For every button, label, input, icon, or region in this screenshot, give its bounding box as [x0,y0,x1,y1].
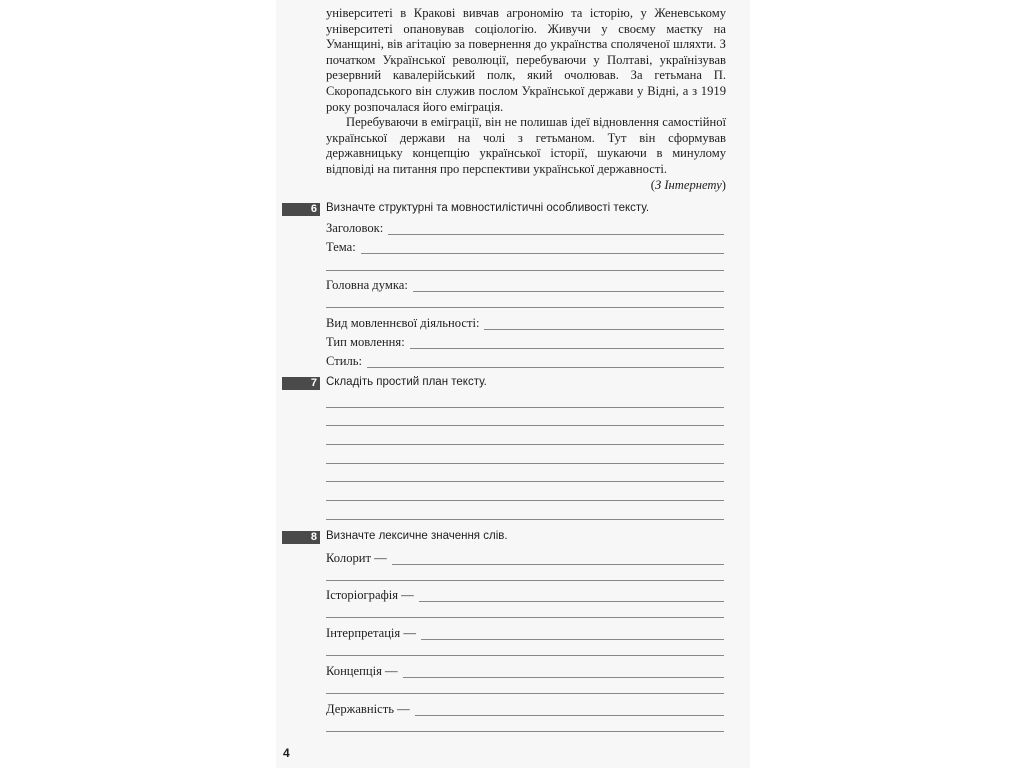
field-speech-type-label: Тип мовлення: [326,335,410,349]
task-8-header [282,531,732,545]
plan-line[interactable] [326,463,724,464]
term-interpretation-label: Інтерпретація — [326,626,421,640]
answer-line[interactable] [326,693,724,694]
term-colorit-label: Колорит — [326,551,392,565]
field-speech-activity-label: Вид мовленнєвої діяльності: [326,316,484,330]
task-6-prompt: Визначте структурні та мовностилістичні особливості тексту. [326,202,650,214]
passage-source: (З Інтернету) [650,177,726,192]
task-7-prompt: Складіть простий план тексту. [326,376,487,388]
task-6-header [282,203,732,217]
field-speech-activity[interactable] [326,316,724,330]
term-concept[interactable] [326,664,724,678]
task-7-number: 7 [282,377,320,390]
task-8-number: 8 [282,531,320,544]
field-topic[interactable] [326,240,724,254]
task-7-header [282,377,732,391]
passage [326,6,726,193]
plan-line[interactable] [326,519,724,520]
field-heading-label: Заголовок: [326,221,388,235]
plan-line[interactable] [326,481,724,482]
answer-line[interactable] [326,270,724,271]
plan-line[interactable] [326,425,724,426]
field-main-idea-label: Головна думка: [326,278,413,292]
passage-source-text: З Інтернету [654,177,722,192]
term-historiography[interactable] [326,588,724,602]
term-interpretation[interactable] [326,626,724,640]
page-number: 4 [283,746,290,760]
answer-line[interactable] [326,580,724,581]
answer-line [326,367,724,368]
answer-line[interactable] [326,731,724,732]
passage-paragraph-1: університеті в Кракові вивчав агрономію та історію, у Женевському університеті опановував соціологію. Живучи у своєму маєтку на Уманщині, вів агітацію за повернення до українства споляченої шляхти. З початком Української революції, перебуваючи у Полтаві, українізував резервний кавалерійський полк, який очолював. За гетьмана П. Скоропадського він служив послом Української держави у Відні, а з 1919 року розпочалася його еміграція. [326,6,726,114]
passage-paragraph-2: Перебуваючи в еміграції, він не полишав ідеї відновлення самостійної української держави на чолі з гетьманом. Тут він сформував державницьку концепцію української історії, шукаючи в минулому відповіді на питання про перспективи української державності. [326,115,726,176]
plan-line[interactable] [326,500,724,501]
answer-line[interactable] [326,617,724,618]
field-style[interactable] [326,354,724,368]
workbook-page [276,0,750,768]
term-statehood-label: Державність — [326,702,415,716]
term-statehood[interactable] [326,702,724,716]
field-topic-label: Тема: [326,240,361,254]
field-heading[interactable] [326,221,724,235]
term-colorit[interactable] [326,551,724,565]
term-concept-label: Концепція — [326,664,403,678]
answer-line[interactable] [326,655,724,656]
answer-line[interactable] [326,307,724,308]
field-main-idea[interactable] [326,278,724,292]
field-speech-type[interactable] [326,335,724,349]
plan-line[interactable] [326,407,724,408]
plan-line[interactable] [326,444,724,445]
task-6-number: 6 [282,203,320,216]
term-historiography-label: Історіографія — [326,588,419,602]
answer-line [326,253,724,254]
field-style-label: Стиль: [326,354,367,368]
task-8-prompt: Визначте лексичне значення слів. [326,530,508,542]
